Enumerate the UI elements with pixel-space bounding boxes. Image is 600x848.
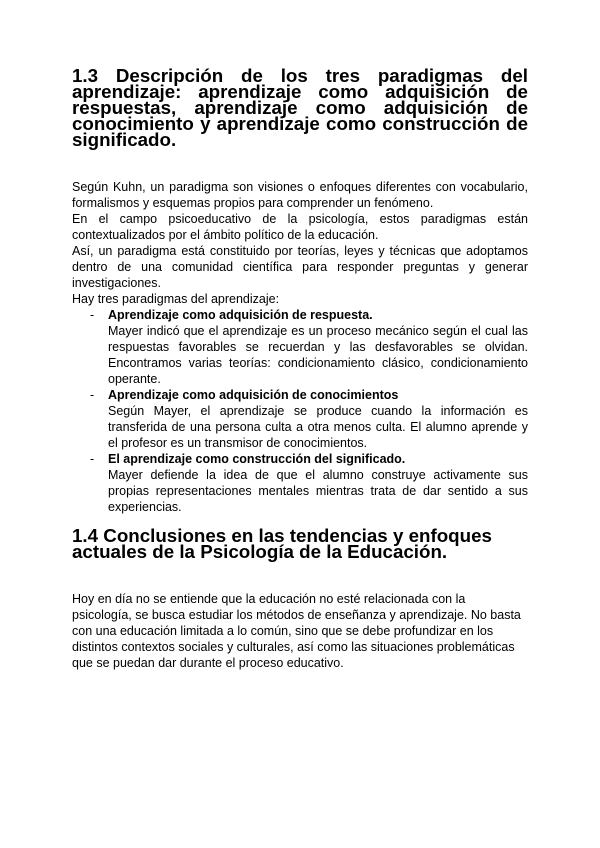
list-item	[72, 387, 528, 451]
spacer	[72, 148, 528, 179]
paragraph-conclusiones: Hoy en día no se entiende que la educación no esté relacionada con la psicología, se busca estudiar los métodos de enseñanza y aprendizaje. No basta con una educación limitada a lo común, sino que se debe profundizar en los distintos contextos sociales y culturales, así como las situaciones problemáticas que se puedan dar durante el proceso educativo.	[72, 592, 521, 670]
bullet-title: Aprendizaje como adquisición de conocimientos	[108, 388, 399, 402]
bullet-dash: -	[90, 308, 95, 322]
bullet-body: Según Mayer, el aprendizaje se produce cuando la información es transferida de una persona culta a otra menos culta. El alumno aprende y el profesor es un transmisor de conocimientos.	[108, 404, 528, 450]
bullet-dash: -	[90, 452, 95, 466]
paragraph-tres-paradigmas: Hay tres paradigmas del aprendizaje:	[72, 292, 280, 306]
bullet-title: El aprendizaje como construcción del significado.	[108, 452, 406, 466]
bullet-body: Mayer defiende la idea de que el alumno construye activamente sus propias representaciones mentales mientras trata de dar sentido a sus experiencias.	[108, 468, 528, 514]
list-item	[72, 451, 528, 515]
bullet-title: Aprendizaje como adquisición de respuesta.	[108, 308, 373, 322]
spacer	[72, 560, 528, 591]
bullet-dash: -	[90, 388, 95, 402]
paradigms-list	[72, 307, 528, 515]
bullet-body: Mayer indicó que el aprendizaje es un proceso mecánico según el cual las respuestas favorables se recuerdan y las desfavorables se olvidan. Encontramos varias teorías: condicionamiento clásico, condicionamiento operante.	[108, 324, 528, 386]
paragraph-psicoeducativo: En el campo psicoeducativo de la psicología, estos paradigmas están contextualizados por el ámbito político de la educación.	[72, 212, 528, 242]
paragraph-kuhn: Según Kuhn, un paradigma son visiones o enfoques diferentes con vocabulario, formalismos y esquemas propios para comprender un fenómeno.	[72, 180, 528, 210]
list-item	[72, 307, 528, 387]
section-heading-1-3: 1.3 Descripción de los tres paradigmas del aprendizaje: aprendizaje como adquisición de respuestas, aprendizaje como adquisición de conocimiento y aprendizaje como construcción de significado.	[72, 65, 528, 150]
section-heading-1-4: 1.4 Conclusiones en las tendencias y enfoques actuales de la Psicología de la Educación.	[72, 525, 492, 562]
document-page	[72, 65, 528, 671]
paragraph-paradigma-definicion: Así, un paradigma está constituido por teorías, leyes y técnicas que adoptamos dentro de una comunidad científica para responder preguntas y generar investigaciones.	[72, 244, 528, 290]
